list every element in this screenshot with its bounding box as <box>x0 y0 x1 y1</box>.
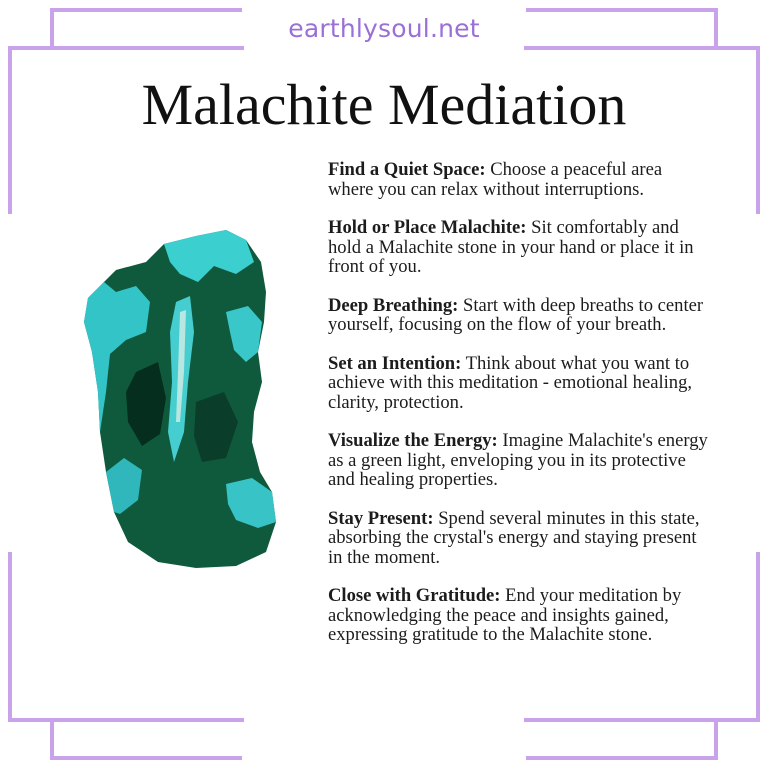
step-item <box>328 218 712 277</box>
step-title: Set an Intention: <box>328 352 462 374</box>
step-text: Think about what you want to achieve with this meditation - emotional healing, clarity, protection. <box>328 352 693 413</box>
frame-line <box>526 756 718 760</box>
page-title: Malachite Mediation <box>141 72 627 137</box>
frame-line <box>50 756 242 760</box>
step-title: Deep Breathing: <box>328 294 459 316</box>
step-title: Visualize the Energy: <box>328 430 498 451</box>
site-logo <box>0 12 768 46</box>
step-item <box>328 431 712 490</box>
step-item <box>328 354 712 413</box>
step-title: Hold or Place Malachite: <box>328 217 527 238</box>
meditation-steps <box>328 160 712 664</box>
frame-line <box>8 718 244 722</box>
frame-line <box>524 46 760 50</box>
frame-line <box>50 718 54 760</box>
step-text: Start with deep breaths to center yourself, focusing on the flow of your breath. <box>328 294 704 335</box>
step-title: Close with Gratitude: <box>328 585 501 606</box>
step-text: End your meditation by acknowledging the peace and insights gained, expressing gratitude to the Malachite stone. <box>328 585 682 645</box>
step-item <box>328 160 712 199</box>
frame-line <box>8 552 12 720</box>
step-item <box>328 509 712 568</box>
frame-line <box>714 718 718 760</box>
step-text: Sit comfortably and hold a Malachite stone in your hand or place it in front of you. <box>328 217 694 277</box>
frame-line <box>756 552 760 720</box>
logo-text: earthlysoul.net <box>288 14 480 43</box>
step-item <box>328 586 712 645</box>
frame-line <box>8 46 244 50</box>
step-title: Find a Quiet Space: <box>328 159 486 180</box>
step-title: Stay Present: <box>328 507 434 529</box>
step-item <box>328 296 712 335</box>
step-text: Imagine Malachite's energy as a green light, enveloping you in its protective and healing properties. <box>328 430 708 490</box>
step-text: Choose a peaceful area where you can relax without interruptions. <box>328 159 663 200</box>
step-text: Spend several minutes in this state, absorbing the crystal's energy and staying present in the moment. <box>328 507 700 568</box>
malachite-stone-image <box>76 222 286 572</box>
frame-line <box>524 718 760 722</box>
